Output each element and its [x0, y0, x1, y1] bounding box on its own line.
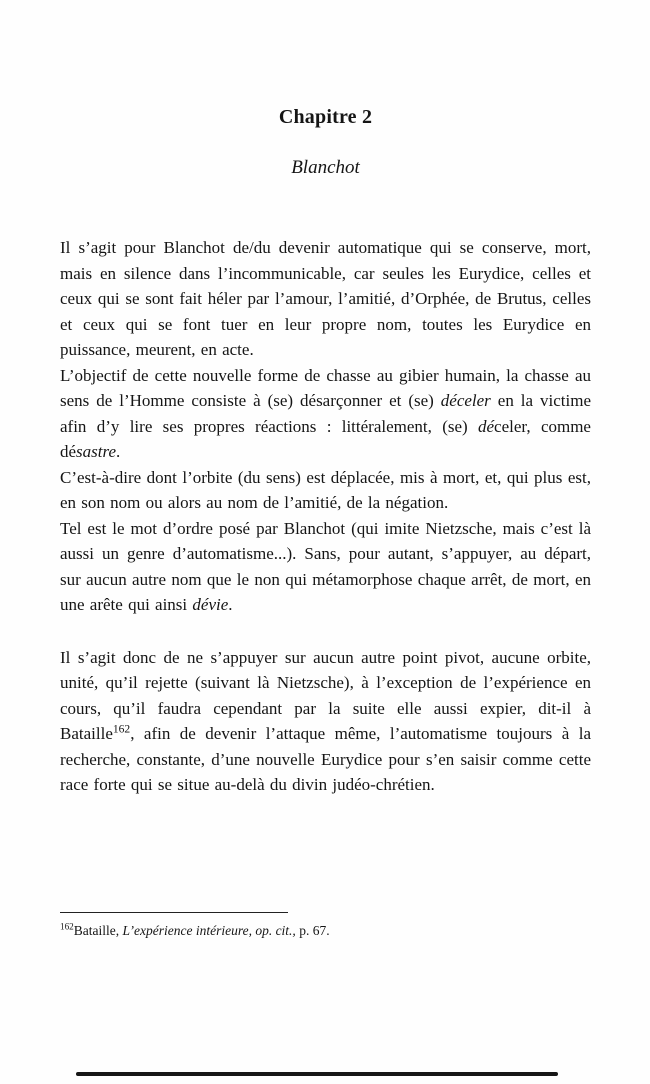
paragraph [60, 516, 591, 618]
chapter-title: Chapitre 2 [278, 106, 373, 128]
paragraph [60, 363, 591, 465]
text-segment: sastre [76, 442, 117, 461]
text-segment: Bataille, [73, 923, 123, 938]
text-segment: Il s’agit pour Blanchot de/du devenir automatique qui se conserve, mort, mais en silence dans l’incommunicable, car seules les Eurydice, celles et ceux qui se sont fait héler par l’amour, l’amitié, d’Orphée, de Brutus, celles et ceux qui se font tuer en leur propre nom, toutes les Eurydice en puissance, meurent, en acte. [60, 238, 591, 359]
text-segment: L’expérience intérieure, op. cit., [122, 923, 296, 938]
text-segment: dévie [192, 595, 229, 614]
paragraph [60, 235, 591, 363]
text-segment: , afin de devenir l’attaque même, l’automatisme toujours à la recherche, constante, d’une nouvelle Eurydice pour s’en saisir comme cette race forte qui se situe au-delà du divin judéo-chrétien. [60, 724, 591, 794]
text-segment: en la victime afin d’y lire ses propres réactions : littéralement, (se) [60, 391, 591, 436]
text-segment: . [116, 442, 121, 461]
text-segment: . [228, 595, 233, 614]
text-segment: déceler [440, 391, 491, 410]
paragraph [60, 465, 591, 516]
text-segment: p. 67. [295, 923, 330, 938]
text-segment: 162 [112, 722, 131, 736]
text-segment: L’objectif de cette nouvelle forme de chasse au gibier humain, la chasse au sens de l’Homme consiste à (se) désarçonner et (se) [60, 365, 591, 410]
paragraph [60, 645, 591, 798]
text-segment: 162 [60, 921, 74, 932]
footnote-text [60, 922, 591, 940]
scan-artifact-line [76, 1072, 558, 1076]
text-segment: Tel est le mot d’ordre posé par Blanchot (qui imite Nietzsche, mais c’est là aussi un genre d’automatisme...). Sans, pour autant, s’appuyer, au départ, sur aucun autre nom que le non qui métamorphose chaque arrêt, de mort, en une arête qui ainsi [60, 518, 591, 614]
text-segment: celer, comme dé [60, 416, 591, 461]
footnote-area [60, 912, 591, 940]
text-segment: dé [478, 416, 495, 436]
body-paragraphs [60, 235, 591, 798]
chapter-subtitle: Blanchot [291, 157, 360, 178]
footnote-separator [60, 912, 288, 913]
text-segment: C’est-à-dire dont l’orbite (du sens) est déplacée, mis à mort, et, qui plus est, en son nom ou alors au nom de l’amitié, de la négation. [60, 467, 591, 512]
text-segment: Il s’agit donc de ne s’appuyer sur aucun autre point pivot, aucune orbite, unité, qu’il rejette (suivant là Nietzsche), à l’exception de l’expérience en cours, qu’il faudra cependant par la suite elle aussi expier, dit-il à Bataille [60, 647, 591, 743]
